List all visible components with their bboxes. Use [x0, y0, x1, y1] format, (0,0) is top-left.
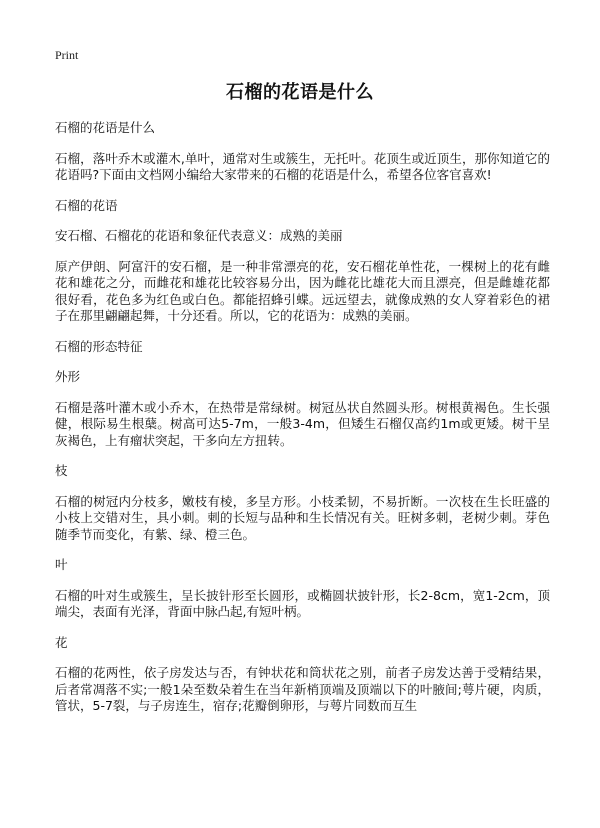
- subsection-heading: 枝: [55, 463, 68, 478]
- subsection-heading: 花: [55, 634, 68, 650]
- paragraph: 石榴的花两性，依子房发达与否，有钟状花和筒状花之别，前者子房发达善于受精结果，后者常凋落不实;一般1朵至数朵着生在当年新梢顶端及顶端以下的叶腋间;萼片硬，肉质，管状，5-7裂，与子房连生，宿存;花瓣倒卵形，与萼片同数而互生: [55, 665, 550, 713]
- paragraph: 原产伊朗、阿富汗的安石榴，是一种非常漂亮的花，安石榴花单性花，一棵树上的花有雌花和雄花之分，而雌花和雄花比较容易分出，因为雌花比雄花大而且漂亮，但是雌雄花都很好看，花色多为红色或白色。都能招蜂引蝶。远远望去，就像成熟的女人穿着彩色的裙子在那里翩翩起舞，十分还看。所以，它的花语为：成熟的美丽。: [55, 258, 550, 323]
- subsection-heading: 叶: [55, 557, 68, 572]
- print-link[interactable]: Print: [55, 48, 79, 62]
- paragraph: 安石榴、石榴花的花语和象征代表意义：成熟的美丽: [55, 228, 343, 243]
- section-heading: 石榴的花语: [55, 197, 118, 213]
- paragraph: 石榴的树冠内分枝多，嫩枝有棱，多呈方形。小枝柔韧，不易折断。一次枝在生长旺盛的小枝上交错对生，具小刺。刺的长短与品种和生长情况有关。旺树多刺，老树少刺。芽色随季节而变化，有紫、绿、橙三色。: [55, 493, 550, 542]
- subsection-heading: 外形: [55, 369, 81, 384]
- page-title: 石榴的花语是什么: [226, 82, 374, 103]
- intro-paragraph: 石榴，落叶乔木或灌木,单叶，通常对生或簇生，无托叶。花顶生或近顶生，那你知道它的花语吗?下面由文档网小编给大家带来的石榴的花语是什么，希望各位客官喜欢!: [55, 150, 550, 182]
- paragraph: 石榴是落叶灌木或小乔木，在热带是常绿树。树冠丛状自然圆头形。树根黄褐色。生长强健，根际易生根蘖。树高可达5-7m，一般3-4m，但矮生石榴仅高约1m或更矮。树干呈灰褐色，上有瘤状突起，干多向左方扭转。: [55, 399, 550, 448]
- section-heading: 石榴的形态特征: [55, 338, 143, 354]
- document-body: [55, 120, 550, 729]
- paragraph: 石榴的叶对生或簇生，呈长披针形至长圆形，或椭圆状披针形，长2-8cm，宽1-2cm，顶端尖，表面有光泽，背面中脉凸起,有短叶柄。: [55, 587, 550, 619]
- section-heading: 石榴的花语是什么: [55, 120, 156, 135]
